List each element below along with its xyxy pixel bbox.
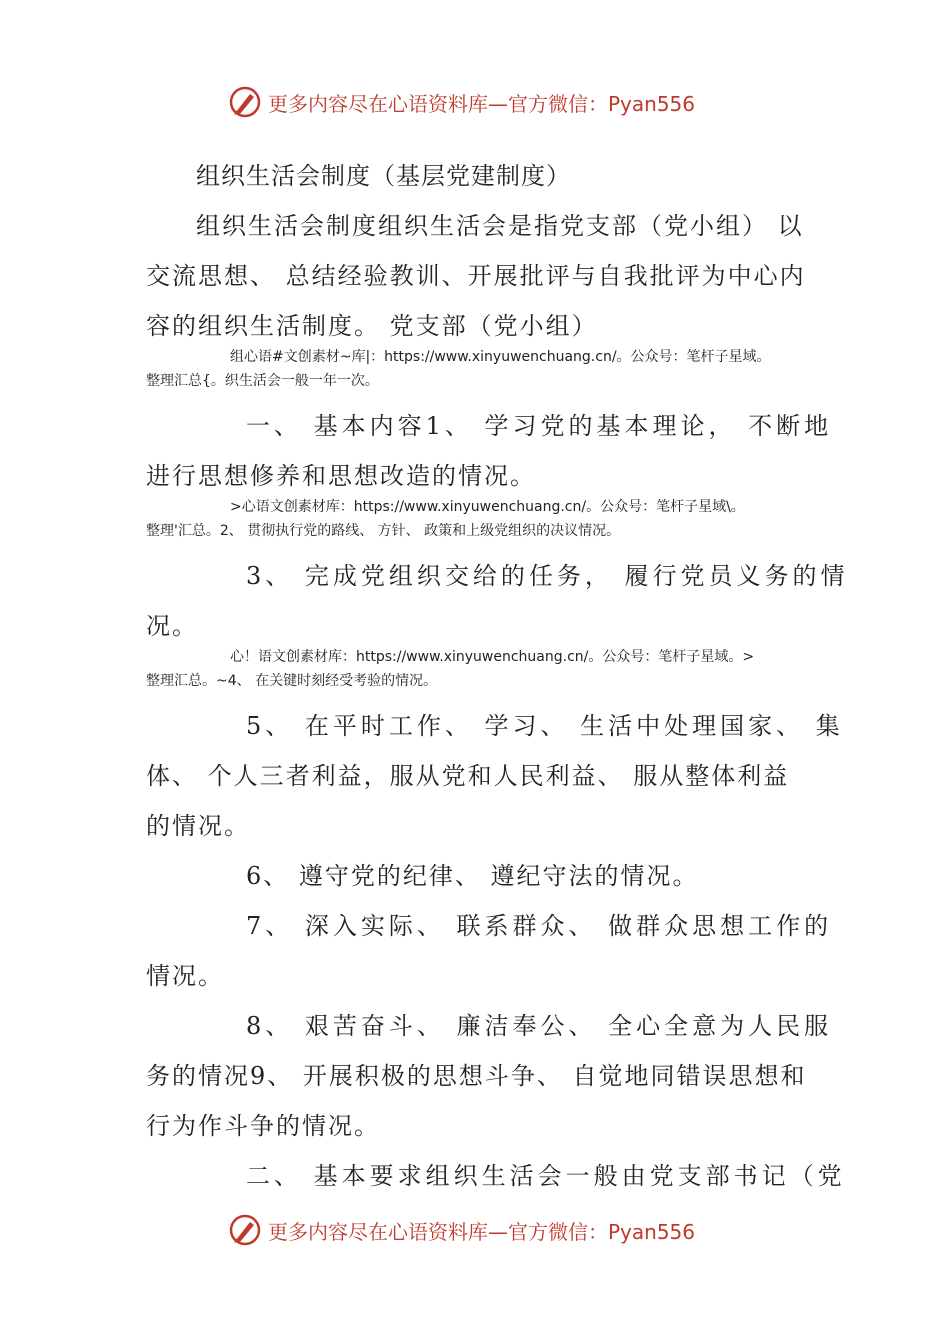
text-line: 7、 深入实际、 联系群众、 做群众思想工作的 [246,912,833,940]
pen-in-circle-icon [228,85,262,119]
text-line: 况。 [146,612,198,640]
text-line: 交流思想、 总结经验教训、开展批评与自我批评为中心内 [146,262,806,290]
text-line: 体、 个人三者利益，服从党和人民利益、 服从整体利益 [146,762,790,790]
watermark-line: 整理汇总{。织生活会一般一年一次。 [146,373,379,389]
footer-banner [228,1208,695,1252]
watermark-line: >心语文创素材库：https://www.xinyuwenchuang.cn/。公众号：笔杆子星域\。 [230,499,745,515]
banner-text: 更多内容尽在心语资料库—官方微信：Pyan556 [268,91,696,116]
text-line: 容的组织生活制度。 党支部（党小组） [146,312,598,340]
watermark-line: 整理汇总。~4、 在关键时刻经受考验的情况。 [146,673,438,689]
document-title: 组织生活会制度（基层党建制度） [196,162,571,190]
text-line: 3、 完成党组织交给的任务， 履行党员义务的情 [246,562,849,590]
text-line: 情况。 [146,962,224,990]
section-heading: 一、 基本内容1、 学习党的基本理论， 不断地 [246,412,833,440]
text-line: 行为作斗争的情况。 [146,1112,380,1140]
text-line: 的情况。 [146,812,250,840]
section-heading: 二、 基本要求组织生活会一般由党支部书记（党 [246,1162,846,1190]
text-line: 务的情况9、 开展积极的思想斗争、 自觉地同错误思想和 [146,1062,807,1090]
text-line: 5、 在平时工作、 学习、 生活中处理国家、 集 [246,712,844,740]
header-banner [228,80,695,124]
text-line: 6、 遵守党的纪律、 遵纪守法的情况。 [246,862,699,890]
watermark-line: 整理'汇总。2、 贯彻执行党的路线、 方针、 政策和上级党组织的决议情况。 [146,523,621,539]
banner-text: 更多内容尽在心语资料库—官方微信：Pyan556 [268,1219,696,1244]
text-line: 组织生活会制度组织生活会是指党支部（党小组） 以 [196,212,804,240]
watermark-line: 心！语文创素材库：https://www.xinyuwenchuang.cn/。公众号：笔杆子星域。> [230,649,755,665]
text-line: 8、 艰苦奋斗、 廉洁奉公、 全心全意为人民服 [246,1012,833,1040]
watermark-line: 组心语#文创素材~库|：https://www.xinyuwenchuang.cn/。公众号：笔杆子星域。 [230,349,771,365]
text-line: 进行思想修养和思想改造的情况。 [146,462,536,490]
pen-in-circle-icon [228,1213,262,1247]
